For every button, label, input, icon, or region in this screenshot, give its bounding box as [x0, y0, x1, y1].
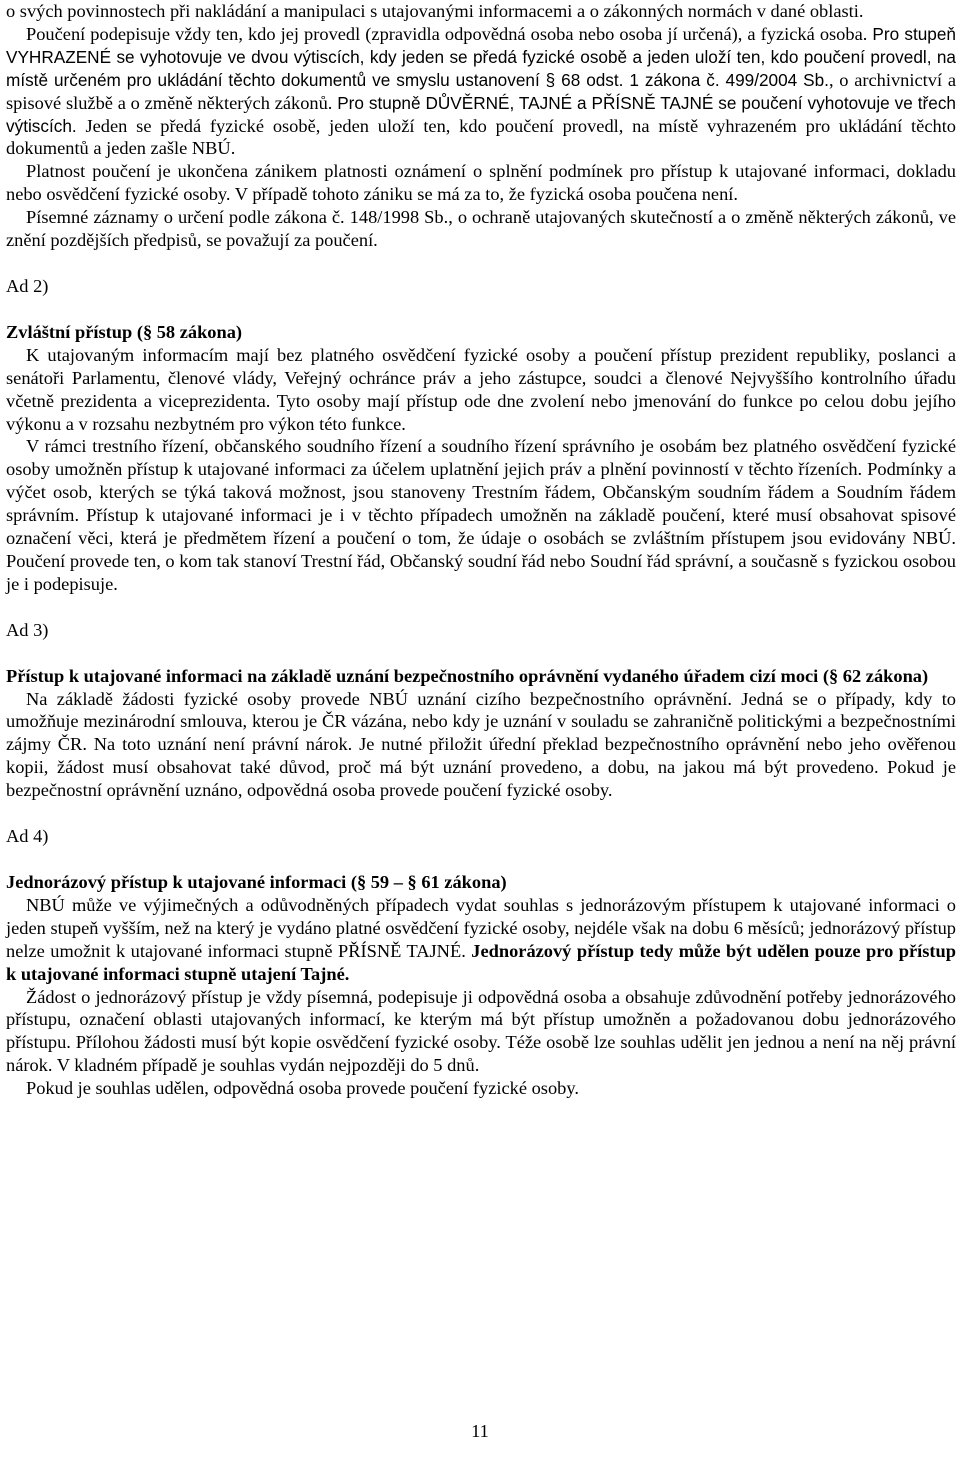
document-page [6, 0, 956, 1100]
intro-paragraph-validity: Platnost poučení je ukončena zánikem platnosti oznámení o splnění podmínek pro přístup k utajované informaci, dokladu nebo osvědčení fyzické osoby. V případě tohoto zániku se má za to, že fyzická osoba poučena není. [6, 161, 956, 205]
intro-paragraph-signing [6, 23, 956, 160]
spacer [6, 848, 956, 871]
duverne-sentence: Pro stupně DŮVĚRNÉ, TAJNÉ a PŘÍSNĚ TAJNÉ se poučení vyhotovuje ve třech výtiscích. [6, 92, 956, 136]
ad2-heading: Zvláštní přístup (§ 58 zákona) [6, 321, 243, 342]
ad3-heading: Přístup k utajované informaci na základě uznání bezpečnostního oprávnění vydaného úřadem cizí moci (§ 62 zákona) [6, 665, 929, 686]
signing-sentence: Poučení podepisuje vždy ten, kdo jej provedl (zpravidla odpovědná osoba nebo osoba jí určená), a fyzická osoba. [26, 23, 868, 44]
vyhrazene-sentence: Pro stupeň VYHRAZENÉ se vyhotovuje ve dvou výtiscích, kdy jeden se předá fyzické osobě a jeden uloží ten, kdo poučení provedl, na místě určeném pro ukládání těchto dokumentů ve smyslu ustanovení § 68 odst. 1 zákona č. 499/2004 Sb. [6, 23, 956, 90]
ad2-paragraph-1: K utajovaným informacím mají bez platného osvědčení fyzické osoby a poučení přístup prezident republiky, poslanci a senátoři Parlamentu, členové vlády, Veřejný ochránce práv a jeho zástupce, soudci a členové Nejvyššího kontrolního úřadu včetně prezidenta a viceprezidenta. Tyto osoby mají přístup ode dne zvolení nebo jmenování do funkce po celou dobu jejího výkonu a v rozsahu nezbytném pro výkon této funkce. [6, 344, 956, 434]
one-time-access-emphasis: Jednorázový přístup tedy může být udělen pouze pro přístup k utajované informaci stupně utajení Tajné. [6, 940, 956, 984]
ad2-paragraph-2: V rámci trestního řízení, občanského soudního řízení a soudního řízení správního je osobám bez platného osvědčení fyzické osoby umožněn přístup k utajované informaci za účelem uplatnění jejich práv a plnění povinností v těchto řízeních. Podmínky a výčet osob, kterých se týká taková možnost, jsou stanoveny Trestním řádem, Občanským soudním řádem a Soudním řádem správním. Přístup k utajované informaci je i v těchto případech umožněn na základě poučení, které musí obsahovat spisové označení věci, která je předmětem řízení a poučení o tom, že údaje o osobách se zvláštním přístupem jsou evidovány NBÚ. Poučení provede ten, o kom tak stanoví Trestní řád, Občanský soudní řád nebo Soudní řád správní, a současně s fyzickou osobou je i podepisuje. [6, 436, 956, 594]
page-number: 11 [471, 1421, 489, 1441]
ad4-heading: Jednorázový přístup k utajované informaci (§ 59 – § 61 zákona) [6, 872, 507, 892]
spacer [6, 596, 956, 619]
spacer [6, 252, 956, 275]
ad2-label: Ad 2) [6, 275, 49, 296]
ad4-paragraph-3: Pokud je souhlas udělen, odpovědná osoba provede poučení fyzické osoby. [26, 1078, 579, 1099]
spacer [6, 642, 956, 665]
spacer [6, 298, 956, 321]
ad4-paragraph-2: Žádost o jednorázový přístup je vždy písemná, podepisuje ji odpovědná osoba a obsahuje zdůvodnění potřeby jednorázového přístupu, označení oblasti utajovaných informací, ke kterým má být přístup umožněn a požadovanou dobu jednorázového přístupu. Přílohou žádosti musí být kopie osvědčení fyzické osoby. Téže osobě lze souhlas udělit jen jednou a není na něj právní nárok. V kladném případě je souhlas vydán nejpozději do 5 dnů. [6, 986, 956, 1076]
copies-sentence: Jeden se předá fyzické osobě, jeden uloží ten, kdo poučení provedl, na místě vyhrazeném pro ukládání těchto dokumentů a jeden zašle NBÚ. [6, 115, 956, 159]
ad4-paragraph-1 [6, 894, 956, 986]
ad3-paragraph-1: Na základě žádosti fyzické osoby provede NBÚ uznání cizího bezpečnostního oprávnění. Jedná se o případy, kdy to umožňuje mezinárodní smlouva, kterou je ČR vázána, nebo kdy je uznání v souladu se zahraničně politickými a bezpečnostními zájmy ČR. Na toto uznání není právní nárok. Je nutné přiložit úřední překlad bezpečnostního oprávnění nebo jeho ověřenou kopii, žádost musí obsahovat také důvod, proč má být uznání provedeno, a dobu, na jakou má být provedeno. Pokud je bezpečnostní oprávnění uznáno, odpovědná osoba provede poučení fyzické osoby. [6, 688, 956, 801]
intro-continuation: o svých povinnostech při nakládání a manipulaci s utajovanými informacemi a o zákonných normách v dané oblasti. [6, 1, 864, 21]
one-time-access-text: NBÚ může ve výjimečných a odůvodněných případech vydat souhlas s jednorázovým přístupem k utajované informaci o jeden stupeň vyšším, než na který je vydáno platné osvědčení fyzické osoby, nejdéle však na dobu 6 měsíců; jednorázový přístup nelze umožnit k utajované informaci stupně PŘÍSNĚ TAJNÉ. [6, 894, 956, 961]
ad3-label: Ad 3) [6, 619, 49, 640]
ad4-label: Ad 4) [6, 826, 49, 847]
spacer [6, 802, 956, 825]
archive-law-text: , o archivnictví a spisové službě a o změně některých zákonů. [6, 69, 956, 113]
intro-paragraph-records: Písemné záznamy o určení podle zákona č. 148/1998 Sb., o ochraně utajovaných skutečností a o změně některých zákonů, ve znění pozdějších předpisů, se považují za poučení. [6, 207, 956, 251]
